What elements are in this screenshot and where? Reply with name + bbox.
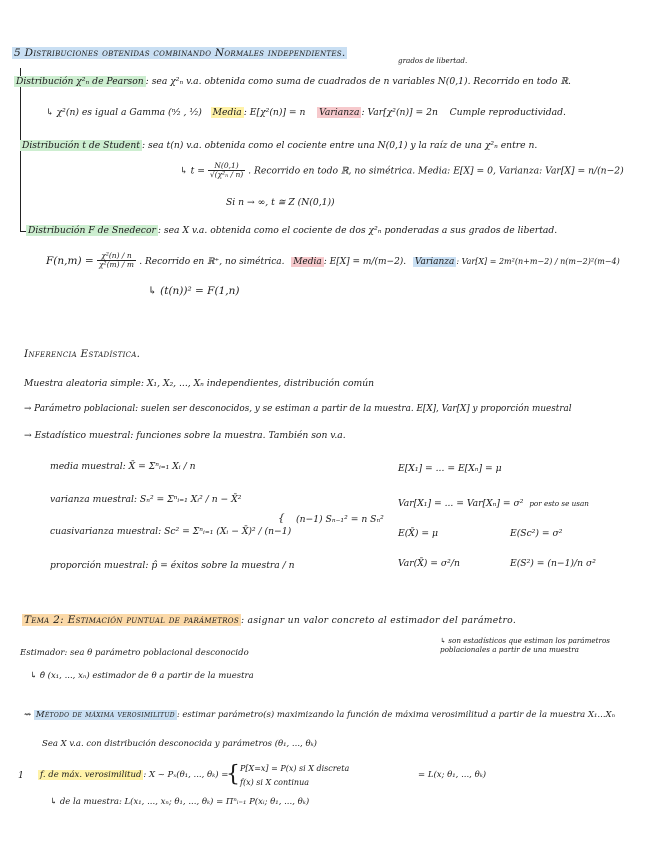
varianza-muestral: varianza muestral: Sₙ² = Σⁿᵢ₌₁ Xᵢ² / n − X̄²: [50, 494, 242, 505]
funcion-verosimilitud: f. de máx. verosimilitud : X ~ Pₓ(θ₁, ..., θₖ) =: [40, 770, 229, 780]
theta-hat-line: ↳ θ̂ (x₁, ..., xₙ) estimador de θ a partir de la muestra: [30, 671, 254, 681]
item-number: 1: [18, 770, 24, 781]
cases-brace: {: [226, 762, 240, 787]
case-discreta: P[X=x] = P(x) si X discreta: [240, 764, 350, 773]
muestra-line: Muestra aleatoria simple: X₁, X₂, ..., Xₙ independientes, distribución común: [24, 378, 375, 389]
sea-line: Sea X v.a. con distribución desconocida y parámetros (θ₁, ..., θₖ): [42, 739, 317, 749]
student-line: Distribución t de Student : sea t(n) v.a. obtenida como el cociente entre una N(0,1) y la raíz de una χ²ₙ entre n.: [22, 140, 538, 151]
student-limit: Si n → ∞, t ≅ Z (N(0,1)): [226, 197, 335, 208]
media-muestral: media muestral: X̄ = Σⁿᵢ₌₁ Xᵢ / n: [50, 461, 196, 472]
t-f-relation: ↳ (t(n))² = F(1,n): [148, 285, 240, 297]
inferencia-heading: Inferencia Estadística.: [24, 348, 141, 360]
result-varianza: Var[X₁] = ... = Var[Xₙ] = σ² por esto se usan: [398, 498, 589, 509]
funcion-result: = L(x; θ₁, ..., θₖ): [418, 770, 487, 780]
result-e-s2: E(S²) = (n−1)/n σ²: [510, 558, 596, 569]
result-e-cuasi: E(Sc²) = σ²: [510, 528, 563, 539]
parametro-line: → Parámetro poblacional: suelen ser desconocidos, y se estiman a partir de la muestra. E[X], Var[X] y proporción muestral: [24, 404, 572, 414]
metodo-line: ⇝ Método de máxima verosimilitud : estimar parámetro(s) maximizando la función de máxima verosimilitud a partir de la muestra X₁...Xₙ: [24, 710, 616, 720]
tema2-heading: Tema 2: Estimación puntual de parámetros : asignar un valor concreto al estimador del parámetro.: [24, 614, 517, 626]
gamma-line: ↳ χ²(n) es igual a Gamma (ⁿ⁄₂ , ¹⁄₂) Media : E[χ²(n)] = n Varianza : Var[χ²(n)] = 2n Cumple reproductividad.: [46, 107, 566, 118]
section-5-heading: 5 Distribuciones obtenidas combinando Normales independientes.: [14, 47, 346, 59]
brace: {: [278, 512, 285, 524]
estimador-line: Estimador: sea θ parámetro poblacional desconocido: [20, 648, 249, 658]
grados-note: grados de libertad.: [398, 56, 468, 65]
snedecor-formula: F(n,m) = $\frac{\text{χ²(n) / n}}{\text{χ²(m) / m}}$ . Recorrido en ℝ⁺, no simétrica. Media : E[X] = m/(m−2). Varianza : Var[X] = 2m²(n+m−2) / n(m−2)²(m−4): [46, 251, 620, 270]
result-var-media: Var(X̄) = σ²/n: [398, 558, 460, 569]
case-continua: f(x) si X continua: [240, 778, 309, 787]
cuasivarianza-muestral: cuasivarianza muestral: Sc² = Σⁿᵢ₌₁ (Xᵢ − X̄)² / (n−1): [50, 526, 292, 537]
tema2-note: ↳ son estadísticos que estiman los parámetros poblacionales a partir de una muestra: [440, 636, 610, 654]
chi-line: Distribución χ²ₙ de Pearson : sea χ²ₙ v.a. obtenida como suma de cuadrados de n variables N(0,1). Recorrido en todo ℝ.: [16, 76, 571, 87]
relacion-varianzas: (n−1) Sₙ₋₁² = n Sₙ²: [296, 514, 384, 525]
student-formula: ↳ t = $\frac{N(0,1)}{\text{√(χ²ₙ / n)}}$ . Recorrido en todo ℝ, no simétrica. Media: E[X] = 0, Varianza: Var[X] = n/(n−2): [180, 161, 624, 180]
snedecor-line: Distribución F de Snedecor : sea X v.a. obtenida como el cociente de dos χ²ₙ ponderadas a sus grados de libertad.: [28, 225, 558, 236]
proporcion-muestral: proporción muestral: p̂ = éxitos sobre la muestra / n: [50, 560, 295, 571]
result-e-media: E(X̄) = μ: [398, 528, 438, 539]
muestra-verosimilitud: ↳ de la muestra: L(x₁, ..., xₙ; θ₁, ..., θₖ) = Πⁿᵢ₌₁ P(xᵢ; θ₁, ..., θₖ): [50, 797, 310, 807]
chi-title: Distribución χ²ₙ de Pearson: [16, 76, 144, 87]
estadistico-line: → Estadístico muestral: funciones sobre la muestra. También son v.a.: [24, 430, 346, 441]
result-esperanza: E[X₁] = ... = E[Xₙ] = μ: [398, 463, 502, 474]
